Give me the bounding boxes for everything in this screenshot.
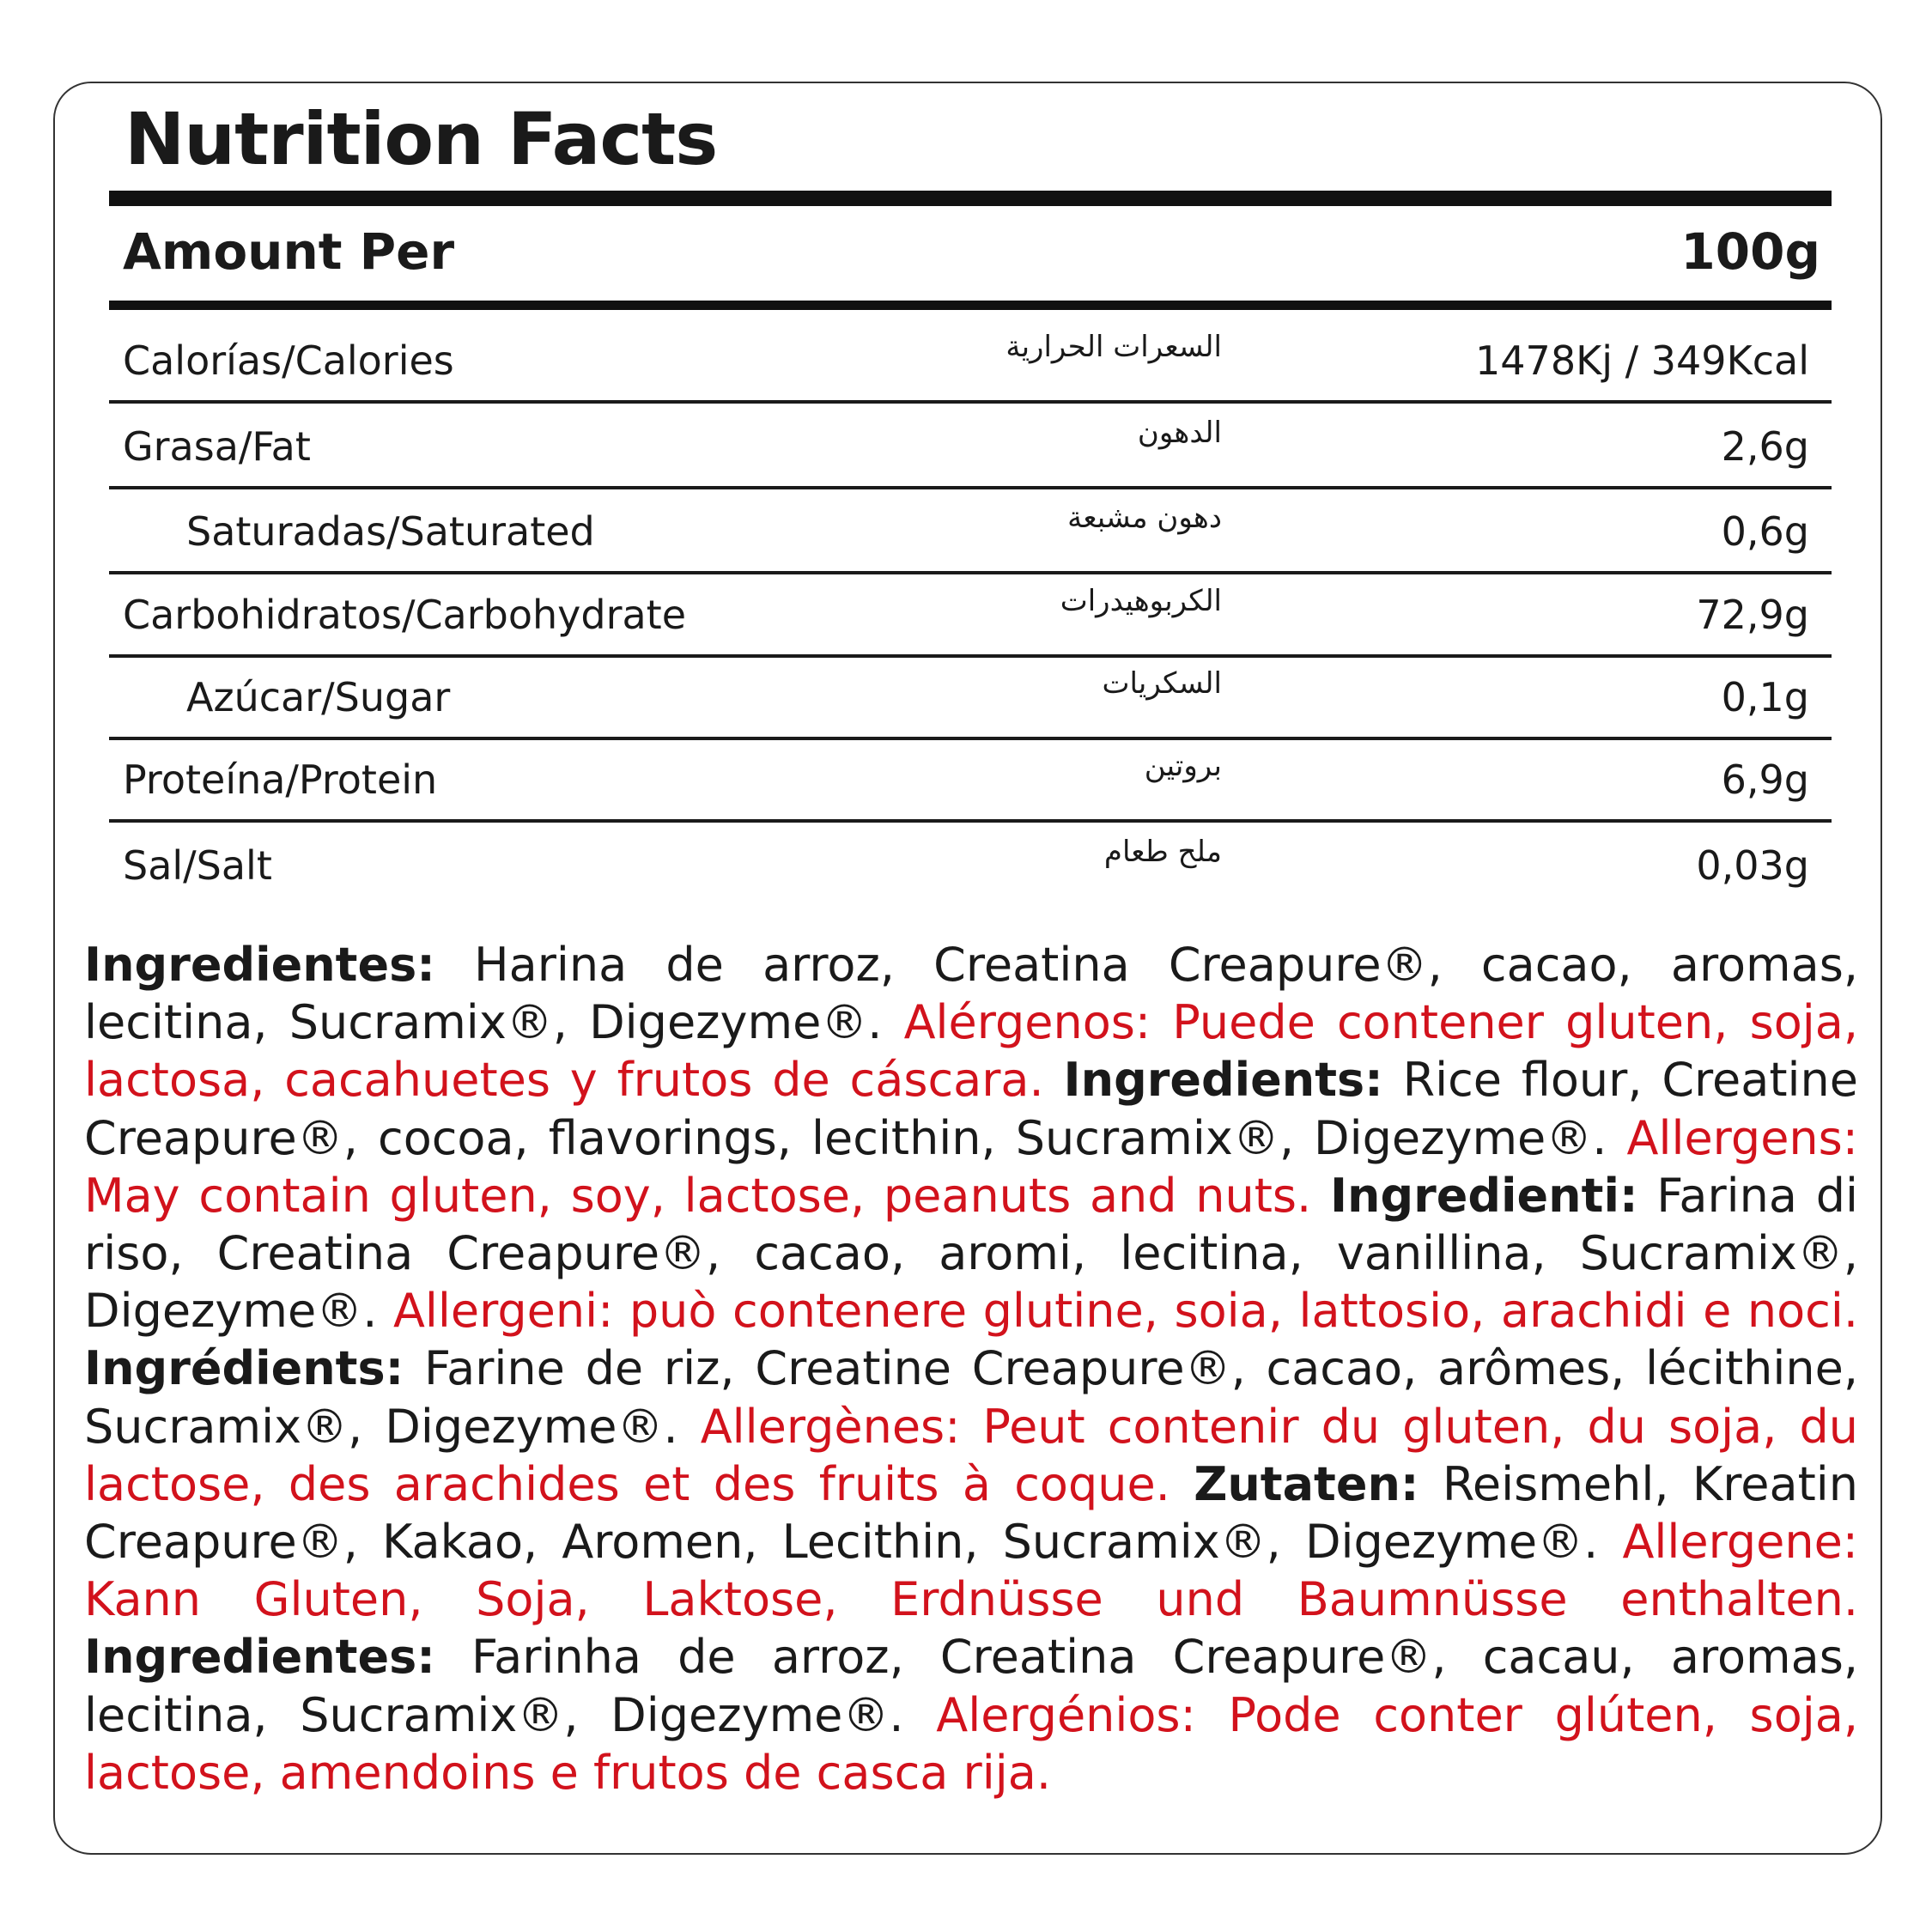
ingredients-heading-en: Ingredients: <box>1063 1053 1383 1108</box>
allergens-text-en: Allergens: May contain gluten, soy, lactose, peanuts and nuts. <box>84 1110 1858 1223</box>
allergens-text-fr: Allergènes: Peut contenir du gluten, du soja, du lactose, des arachides et des fruits à coque. <box>84 1399 1858 1511</box>
nutrient-row-salt <box>109 823 1832 905</box>
top-thick-rule <box>109 191 1832 206</box>
ingredients-text-de: Reismehl, Kreatin Creapure®, Kakao, Aromen, Lecithin, Sucramix®, Digezyme®. <box>84 1456 1858 1570</box>
nutrient-value: 1478Kj / 349Kcal <box>1475 337 1809 384</box>
nutrient-row-carbohydrate <box>109 575 1832 658</box>
serving-size: 100g <box>1680 222 1820 281</box>
nutrient-arabic-label: الكربوهيدرات <box>1060 584 1222 618</box>
nutrient-row-saturated <box>109 492 1832 574</box>
nutrient-arabic-label: السكريات <box>1102 666 1222 701</box>
nutrient-row-sugar <box>109 658 1832 740</box>
allergens-text-de: Allergene: Kann Gluten, Soja, Laktose, Erdnüsse und Baumnüsse enthalten. <box>84 1515 1858 1627</box>
nutrient-label: Carbohidratos/Carbohydrate <box>123 592 687 638</box>
nutrient-label: Saturadas/Saturated <box>186 508 595 555</box>
page-title: Nutrition Facts <box>125 97 718 181</box>
nutrient-row-fat <box>109 407 1832 489</box>
ingredients-heading-fr: Ingrédients: <box>84 1341 404 1396</box>
ingredients-text-it: Farina di riso, Creatina Creapure®, cacao, aromi, lecitina, vanillina, Sucramix®, Digezyme®. <box>84 1168 1859 1339</box>
nutrient-value: 0,03g <box>1696 842 1809 889</box>
ingredients-heading-es: Ingredientes: <box>84 938 435 992</box>
nutrient-arabic-label: دهون مشبعة <box>1067 501 1222 535</box>
nutrient-value: 2,6g <box>1721 423 1809 470</box>
ingredients-text-en: Rice flour, Creatine Creapure®, cocoa, flavorings, lecithin, Sucramix®, Digezyme®. <box>84 1053 1858 1165</box>
ingredients-heading-it: Ingredienti: <box>1329 1168 1638 1223</box>
ingredients-block <box>84 936 1858 1801</box>
nutrient-label: Azúcar/Sugar <box>186 674 451 720</box>
nutrient-value: 6,9g <box>1721 756 1809 803</box>
ingredients-text-es: Harina de arroz, Creatina Creapure®, cacao, aromas, lecitina, Sucramix®, Digezyme®. <box>84 938 1858 1050</box>
ingredients-heading-pt: Ingredientes: <box>84 1630 435 1685</box>
nutrient-arabic-label: الدهون <box>1137 416 1222 450</box>
amount-per-label: Amount Per <box>123 222 455 281</box>
nutrient-label: Grasa/Fat <box>123 423 311 470</box>
header-rule <box>109 301 1832 310</box>
ingredients-heading-de: Zutaten: <box>1194 1456 1419 1511</box>
nutrient-value: 0,6g <box>1721 508 1809 555</box>
allergens-text-it: Allergeni: può contenere glutine, soia, lattosio, arachidi e noci. <box>392 1284 1859 1339</box>
allergens-text-es: Alérgenos: Puede contener gluten, soja, lactosa, cacahuetes y frutos de cáscara. <box>84 995 1858 1108</box>
nutrient-row-calories <box>109 321 1832 404</box>
nutrient-value: 72,9g <box>1696 592 1809 638</box>
ingredients-text-pt: Farinha de arroz, Creatina Creapure®, cacau, aromas, lecitina, Sucramix®, Digezyme®. <box>84 1630 1858 1742</box>
nutrient-label: Sal/Salt <box>123 842 272 889</box>
nutrient-value: 0,1g <box>1721 674 1809 720</box>
nutrient-label: Proteína/Protein <box>123 756 438 803</box>
ingredients-text-fr: Farine de riz, Creatine Creapure®, cacao, arômes, lécithine, Sucramix®, Digezyme®. <box>84 1341 1858 1454</box>
nutrient-arabic-label: السعرات الحرارية <box>1005 330 1222 364</box>
nutrient-label: Calorías/Calories <box>123 337 454 384</box>
allergens-text-pt: Alergénios: Pode conter glúten, soja, lactose, amendoins e frutos de casca rija. <box>84 1687 1858 1800</box>
nutrient-arabic-label: ملح طعام <box>1103 835 1222 869</box>
nutrient-arabic-label: بروتين <box>1144 749 1222 783</box>
nutrient-row-protein <box>109 740 1832 823</box>
